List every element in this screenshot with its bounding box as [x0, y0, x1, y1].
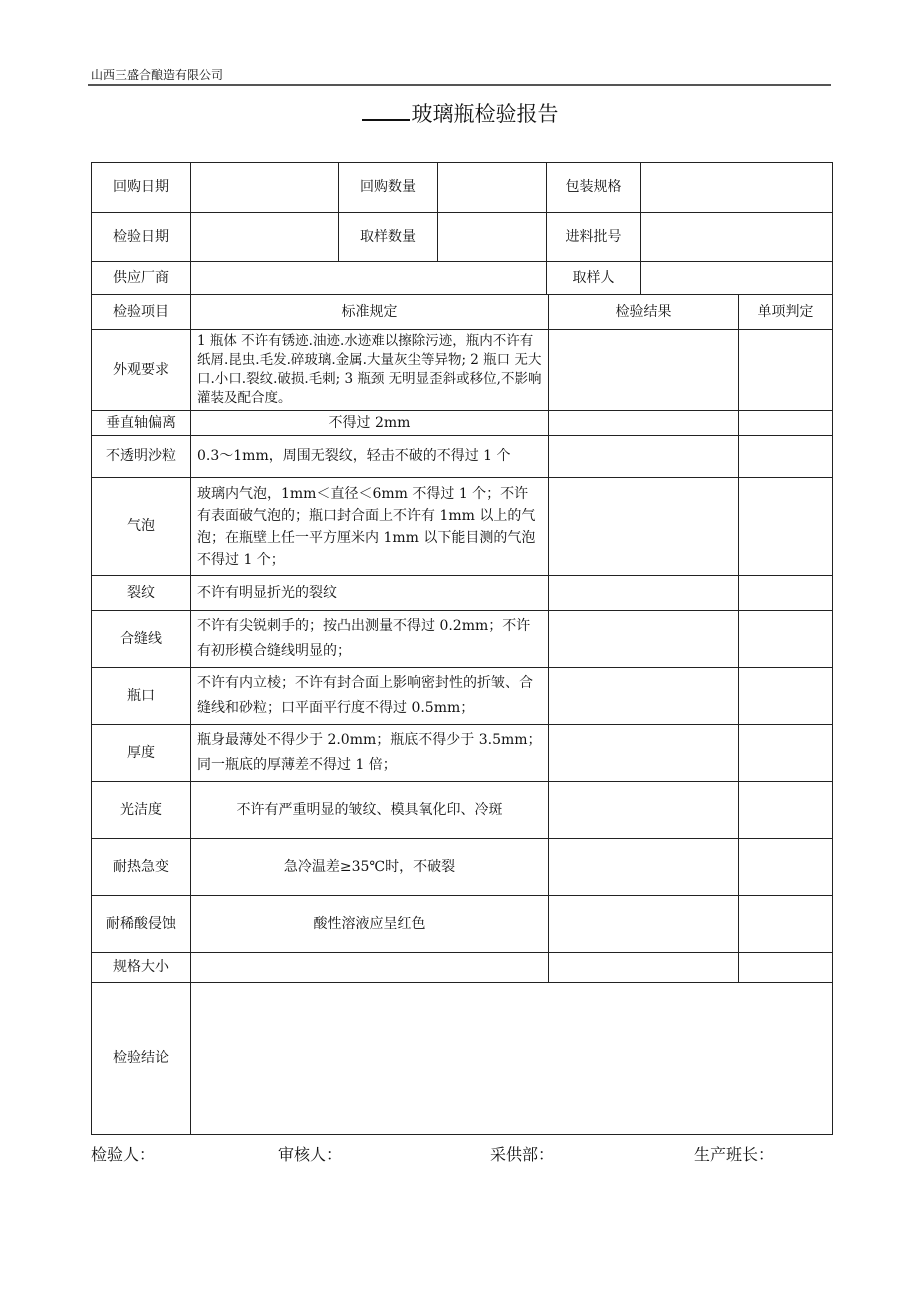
row-item: 耐热急变 — [92, 839, 191, 896]
title-text: 玻璃瓶检验报告 — [411, 102, 559, 126]
table-row — [92, 782, 833, 839]
field-sampler[interactable] — [641, 262, 833, 295]
row-item: 耐稀酸侵蚀 — [92, 896, 191, 953]
row-item: 合缝线 — [92, 611, 191, 668]
row-result-field[interactable] — [549, 411, 739, 436]
row-standard[interactable] — [191, 953, 549, 983]
row-item: 不透明沙粒 — [92, 436, 191, 478]
table-row — [92, 330, 833, 411]
conclusion-row — [92, 983, 833, 1135]
signature-purchasing: 采供部： — [490, 1145, 555, 1164]
table-row — [92, 953, 833, 983]
inspection-table — [91, 294, 833, 1135]
title-blank-field[interactable] — [362, 101, 410, 121]
label-purchase-date: 回购日期 — [92, 163, 191, 213]
row-judgement-field[interactable] — [739, 839, 833, 896]
label-purchase-qty: 回购数量 — [339, 163, 438, 213]
row-judgement-field[interactable] — [739, 576, 833, 611]
row-judgement-field[interactable] — [739, 668, 833, 725]
row-item: 外观要求 — [92, 330, 191, 411]
header-divider — [88, 84, 831, 86]
row-result-field[interactable] — [549, 953, 739, 983]
row-standard: 玻璃内气泡，1mm＜直径＜6mm 不得过 1 个；不许有表面破气泡的；瓶口封合面上不许有 1mm 以上的气泡；在瓶壁上任一平方厘米内 1mm 以下能目测的气泡不得过 1 个； — [191, 478, 549, 576]
table-row — [92, 725, 833, 782]
field-supplier[interactable] — [191, 262, 547, 295]
conclusion-field[interactable] — [191, 983, 833, 1135]
label-sample-qty: 取样数量 — [339, 213, 438, 262]
table-row — [92, 896, 833, 953]
row-item: 光洁度 — [92, 782, 191, 839]
company-name: 山西三盛合酿造有限公司 — [91, 68, 224, 82]
row-standard: 不许有内立棱；不许有封合面上影响密封性的折皱、合缝线和砂粒；口平面平行度不得过 0.5mm； — [191, 668, 549, 725]
table-row — [92, 668, 833, 725]
row-standard: 急冷温差≥35℃时，不破裂 — [191, 839, 549, 896]
row-judgement-field[interactable] — [739, 411, 833, 436]
table-row — [92, 839, 833, 896]
field-sample-qty[interactable] — [438, 213, 547, 262]
row-result-field[interactable] — [549, 611, 739, 668]
row-item: 垂直轴偏离 — [92, 411, 191, 436]
row-result-field[interactable] — [549, 839, 739, 896]
signature-inspector: 检验人： — [91, 1145, 156, 1164]
field-purchase-date[interactable] — [191, 163, 339, 213]
row-result-field[interactable] — [549, 668, 739, 725]
row-result-field[interactable] — [549, 576, 739, 611]
field-batch-no[interactable] — [641, 213, 833, 262]
row-judgement-field[interactable] — [739, 953, 833, 983]
table-row — [92, 478, 833, 576]
row-item: 瓶口 — [92, 668, 191, 725]
row-result-field[interactable] — [549, 896, 739, 953]
label-inspect-date: 检验日期 — [92, 213, 191, 262]
row-result-field[interactable] — [549, 725, 739, 782]
row-judgement-field[interactable] — [739, 436, 833, 478]
row-judgement-field[interactable] — [739, 611, 833, 668]
label-supplier: 供应厂商 — [92, 262, 191, 295]
field-package-spec[interactable] — [641, 163, 833, 213]
page-title — [0, 98, 920, 128]
label-batch-no: 进料批号 — [547, 213, 641, 262]
row-item: 气泡 — [92, 478, 191, 576]
row-standard: 不许有明显折光的裂纹 — [191, 576, 549, 611]
row-judgement-field[interactable] — [739, 330, 833, 411]
row-standard: 酸性溶液应呈红色 — [191, 896, 549, 953]
row-result-field[interactable] — [549, 436, 739, 478]
label-package-spec: 包装规格 — [547, 163, 641, 213]
field-inspect-date[interactable] — [191, 213, 339, 262]
col-header-item: 检验项目 — [92, 295, 191, 330]
table-row — [92, 411, 833, 436]
col-header-judgement: 单项判定 — [739, 295, 833, 330]
table-row — [92, 576, 833, 611]
row-judgement-field[interactable] — [739, 478, 833, 576]
conclusion-label: 检验结论 — [92, 983, 191, 1135]
field-purchase-qty[interactable] — [438, 163, 547, 213]
label-sampler: 取样人 — [547, 262, 641, 295]
row-standard: 1 瓶体 不许有锈迹.油迹.水迹难以擦除污迹，瓶内不许有纸屑.昆虫.毛发.碎玻璃.金属.大量灰尘等异物; 2 瓶口 无大口.小口.裂纹.破损.毛刺; 3 瓶颈 无明显歪斜或移位,不影响灌装及配合度。 — [191, 330, 549, 411]
row-judgement-field[interactable] — [739, 782, 833, 839]
row-result-field[interactable] — [549, 782, 739, 839]
signature-shift-leader: 生产班长： — [694, 1145, 775, 1164]
row-standard: 不许有严重明显的皱纹、模具氧化印、冷斑 — [191, 782, 549, 839]
row-standard: 不得过 2mm — [191, 411, 549, 436]
row-item: 规格大小 — [92, 953, 191, 983]
col-header-standard: 标准规定 — [191, 295, 549, 330]
signature-reviewer: 审核人： — [278, 1145, 343, 1164]
row-result-field[interactable] — [549, 478, 739, 576]
table-row — [92, 436, 833, 478]
row-judgement-field[interactable] — [739, 725, 833, 782]
col-header-result: 检验结果 — [549, 295, 739, 330]
row-item: 厚度 — [92, 725, 191, 782]
row-standard: 0.3～1mm，周围无裂纹，轻击不破的不得过 1 个 — [191, 436, 549, 478]
row-judgement-field[interactable] — [739, 896, 833, 953]
row-result-field[interactable] — [549, 330, 739, 411]
row-standard: 不许有尖锐刺手的；按凸出测量不得过 0.2mm；不许有初形模合缝线明显的； — [191, 611, 549, 668]
table-header-row — [92, 295, 833, 330]
table-row — [92, 611, 833, 668]
row-standard: 瓶身最薄处不得少于 2.0mm；瓶底不得少于 3.5mm；同一瓶底的厚薄差不得过 1 倍； — [191, 725, 549, 782]
info-table — [91, 162, 833, 295]
row-item: 裂纹 — [92, 576, 191, 611]
